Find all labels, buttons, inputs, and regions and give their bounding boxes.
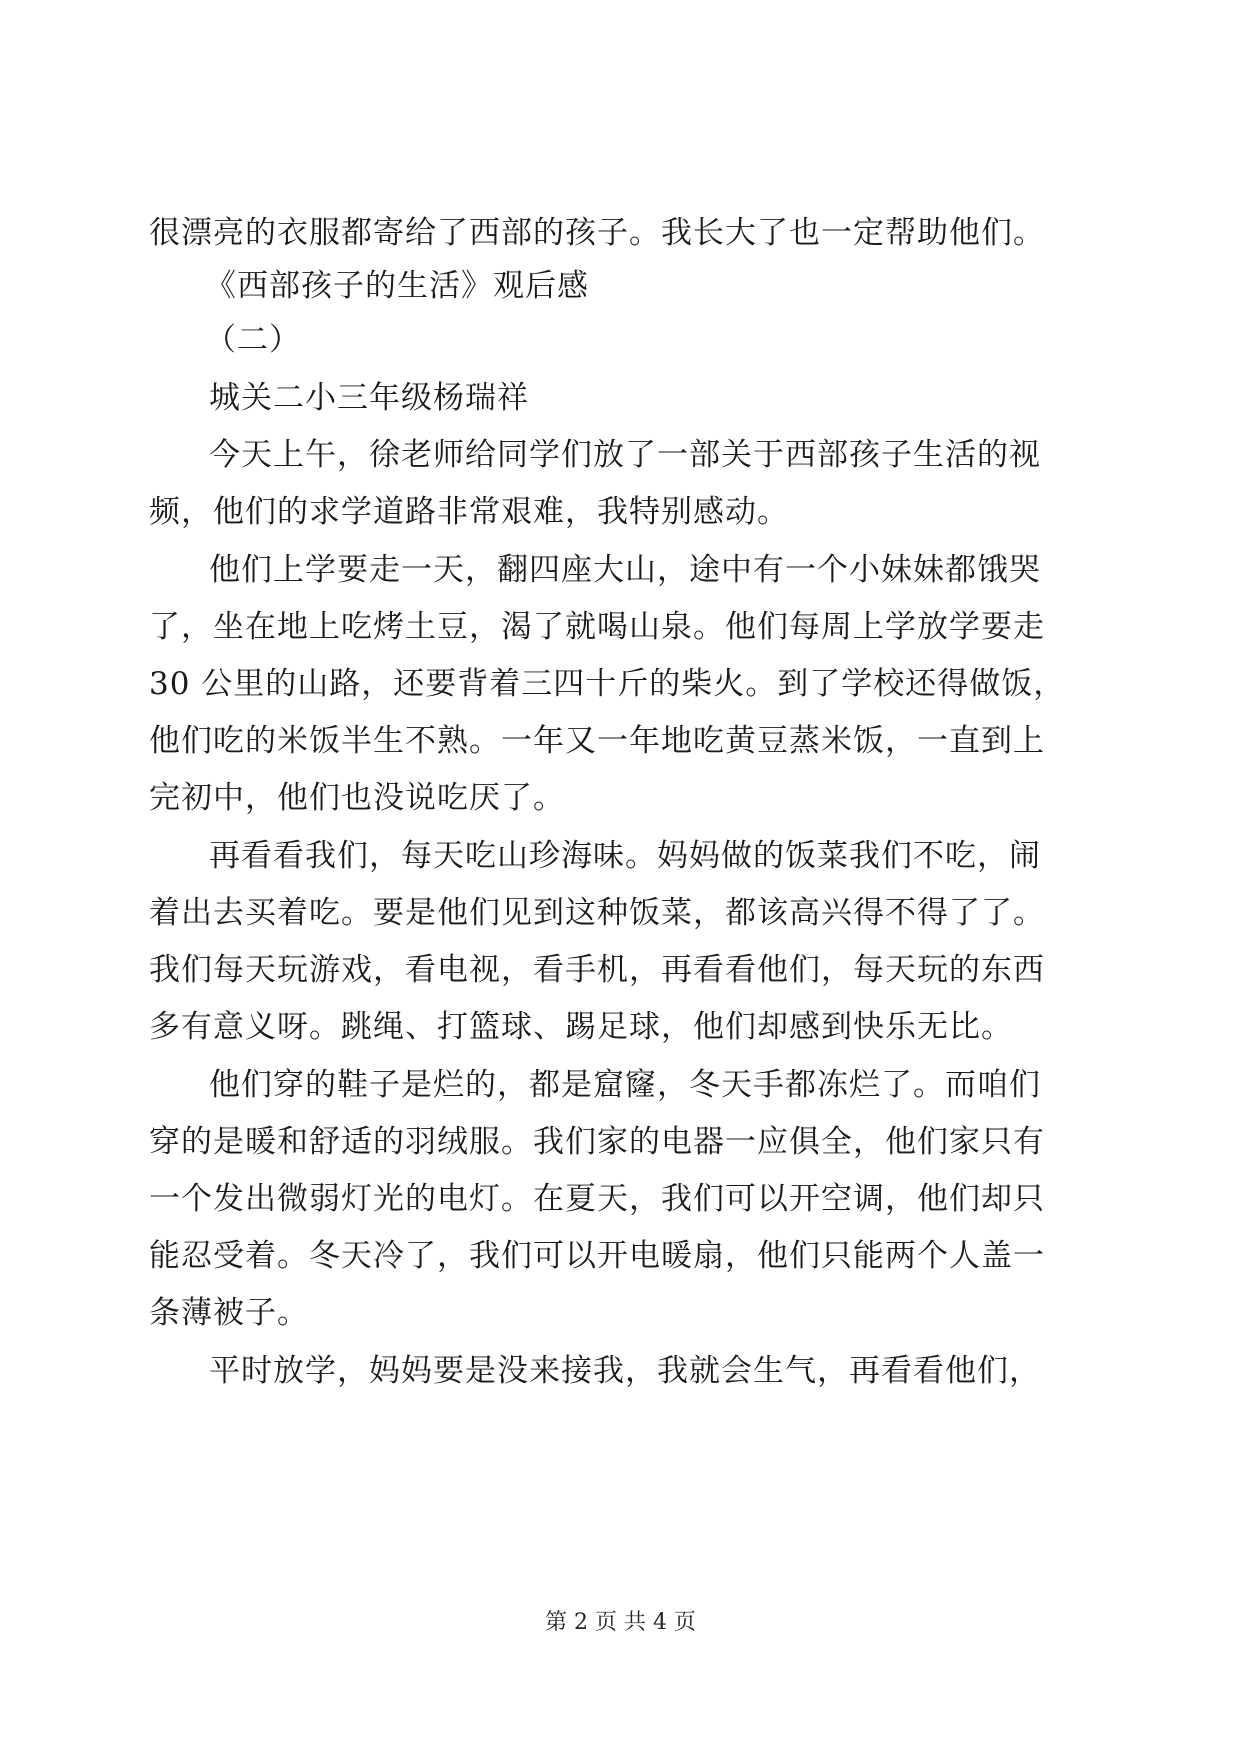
text-line: 我们每天玩游戏，看电视，看手机，再看看他们，每天玩的东西: [149, 952, 1045, 988]
text-line: 频，他们的求学道路非常艰难，我特别感动。: [149, 494, 789, 530]
text-line: 完初中，他们也没说吃厌了。: [149, 780, 565, 816]
article-title: 《西部孩子的生活》观后感: [205, 268, 589, 304]
article-subtitle: （二）: [205, 322, 301, 358]
text-line: 今天上午，徐老师给同学们放了一部关于西部孩子生活的视: [209, 437, 1041, 473]
text-line: 一个发出微弱灯光的电灯。在夏天，我们可以开空调，他们却只: [149, 1181, 1045, 1217]
text-line: 穿的是暖和舒适的羽绒服。我们家的电器一应俱全，他们家只有: [149, 1124, 1045, 1160]
author-line: 城关二小三年级杨瑞祥: [209, 380, 529, 416]
text-line: 再看看我们，每天吃山珍海味。妈妈做的饭菜我们不吃，闹: [209, 838, 1041, 874]
text-line: 他们吃的米饭半生不熟。一年又一年地吃黄豆蒸米饭，一直到上: [149, 723, 1045, 759]
text-line: 能忍受着。冬天冷了，我们可以开电暖扇，他们只能两个人盖一: [149, 1238, 1045, 1274]
text-line: 30 公里的山路，还要背着三四十斤的柴火。到了学校还得做饭，: [149, 666, 1066, 702]
text-line: 着出去买着吃。要是他们见到这种饭菜，都该高兴得不得了了。: [149, 895, 1045, 931]
text-line: 了，坐在地上吃烤土豆，渴了就喝山泉。他们每周上学放学要走: [149, 609, 1045, 645]
text-line: 很漂亮的衣服都寄给了西部的孩子。我长大了也一定帮助他们。: [149, 215, 1045, 251]
text-line: 他们穿的鞋子是烂的，都是窟窿，冬天手都冻烂了。而咱们: [209, 1067, 1041, 1103]
text-line: 他们上学要走一天，翻四座大山，途中有一个小妹妹都饿哭: [209, 552, 1041, 588]
text-line: 条薄被子。: [149, 1295, 309, 1331]
text-line: 平时放学，妈妈要是没来接我，我就会生气，再看看他们，: [209, 1353, 1041, 1389]
page-footer: 第 2 页 共 4 页: [545, 1610, 696, 1635]
text-line: 多有意义呀。跳绳、打篮球、踢足球，他们却感到快乐无比。: [149, 1009, 1013, 1045]
